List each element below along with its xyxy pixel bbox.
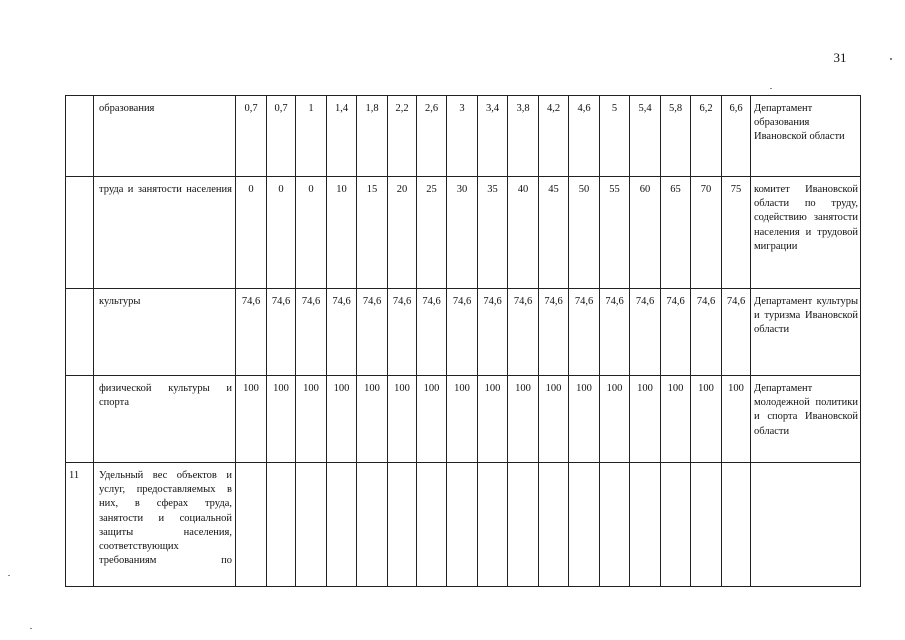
year-value <box>417 463 447 587</box>
year-value: 0 <box>296 177 327 289</box>
row-number <box>66 96 94 177</box>
year-value: 100 <box>417 376 447 463</box>
year-value: 100 <box>630 376 661 463</box>
year-value: 0,7 <box>236 96 267 177</box>
year-value <box>508 463 539 587</box>
page-number: 31 <box>833 50 847 65</box>
year-value: 0 <box>267 177 296 289</box>
year-value: 74,6 <box>447 289 478 376</box>
year-value: 100 <box>267 376 296 463</box>
scan-artifact-dot <box>8 575 10 576</box>
indicator-name: культуры <box>94 289 236 376</box>
year-value <box>327 463 357 587</box>
year-value: 30 <box>447 177 478 289</box>
year-value: 74,6 <box>722 289 751 376</box>
year-value <box>569 463 600 587</box>
year-value: 74,6 <box>388 289 417 376</box>
year-value <box>600 463 630 587</box>
year-value: 74,6 <box>691 289 722 376</box>
year-value: 100 <box>357 376 388 463</box>
responsible-department: Департамент образования Ивановской области <box>751 96 861 177</box>
year-value <box>630 463 661 587</box>
year-value <box>539 463 569 587</box>
year-value <box>236 463 267 587</box>
year-value: 2,6 <box>417 96 447 177</box>
year-value: 5,8 <box>661 96 691 177</box>
table-row <box>66 463 861 587</box>
year-value <box>267 463 296 587</box>
year-value: 100 <box>508 376 539 463</box>
responsible-department: Департамент молодежной политики и спорта Ивановской области <box>751 376 861 463</box>
year-value: 100 <box>327 376 357 463</box>
year-value: 4,6 <box>569 96 600 177</box>
year-value: 100 <box>722 376 751 463</box>
year-value: 25 <box>417 177 447 289</box>
scan-artifact-dot <box>890 58 892 60</box>
year-value: 1,8 <box>357 96 388 177</box>
year-value: 70 <box>691 177 722 289</box>
year-value <box>722 463 751 587</box>
year-value: 74,6 <box>327 289 357 376</box>
year-value: 74,6 <box>600 289 630 376</box>
year-value: 3,8 <box>508 96 539 177</box>
year-value: 74,6 <box>539 289 569 376</box>
year-value: 100 <box>296 376 327 463</box>
year-value: 10 <box>327 177 357 289</box>
year-value: 65 <box>661 177 691 289</box>
year-value: 2,2 <box>388 96 417 177</box>
responsible-department: Департамент культуры и туризма Ивановской области <box>751 289 861 376</box>
table-row <box>66 177 861 289</box>
year-value: 74,6 <box>569 289 600 376</box>
year-value <box>447 463 478 587</box>
year-value: 55 <box>600 177 630 289</box>
year-value: 15 <box>357 177 388 289</box>
year-value: 74,6 <box>508 289 539 376</box>
indicator-name: труда и занятости населения <box>94 177 236 289</box>
year-value: 75 <box>722 177 751 289</box>
responsible-department: комитет Ивановской области по труду, содействию занятости населения и трудовой миграции <box>751 177 861 289</box>
year-value: 0,7 <box>267 96 296 177</box>
row-number <box>66 376 94 463</box>
year-value: 100 <box>600 376 630 463</box>
row-number: 11 <box>66 463 94 587</box>
year-value <box>661 463 691 587</box>
year-value: 100 <box>447 376 478 463</box>
year-value: 4,2 <box>539 96 569 177</box>
year-value: 74,6 <box>236 289 267 376</box>
year-value: 74,6 <box>661 289 691 376</box>
year-value: 100 <box>661 376 691 463</box>
year-value <box>296 463 327 587</box>
year-value: 5,4 <box>630 96 661 177</box>
year-value: 100 <box>539 376 569 463</box>
table-row <box>66 96 861 177</box>
year-value: 6,6 <box>722 96 751 177</box>
year-value: 100 <box>236 376 267 463</box>
table-row <box>66 376 861 463</box>
indicator-name: физической культуры и спорта <box>94 376 236 463</box>
indicator-name: Удельный вес объектов и услуг, предоставляемых в них, в сферах труда, занятости и социальной защиты населения, соответствующих требованиям по <box>94 463 236 587</box>
year-value: 50 <box>569 177 600 289</box>
year-value: 45 <box>539 177 569 289</box>
year-value: 40 <box>508 177 539 289</box>
year-value: 1 <box>296 96 327 177</box>
year-value: 74,6 <box>357 289 388 376</box>
year-value: 60 <box>630 177 661 289</box>
year-value: 74,6 <box>296 289 327 376</box>
row-number <box>66 289 94 376</box>
year-value <box>478 463 508 587</box>
year-value: 1,4 <box>327 96 357 177</box>
year-value: 35 <box>478 177 508 289</box>
indicator-table <box>65 95 861 587</box>
year-value: 100 <box>569 376 600 463</box>
year-value: 74,6 <box>267 289 296 376</box>
year-value <box>388 463 417 587</box>
year-value: 74,6 <box>478 289 508 376</box>
year-value: 100 <box>388 376 417 463</box>
year-value <box>357 463 388 587</box>
year-value: 74,6 <box>417 289 447 376</box>
year-value <box>691 463 722 587</box>
responsible-department <box>751 463 861 587</box>
year-value: 3 <box>447 96 478 177</box>
year-value: 74,6 <box>630 289 661 376</box>
year-value: 0 <box>236 177 267 289</box>
year-value: 6,2 <box>691 96 722 177</box>
table-row <box>66 289 861 376</box>
scan-artifact-dot <box>770 88 772 89</box>
year-value: 100 <box>478 376 508 463</box>
year-value: 100 <box>691 376 722 463</box>
year-value: 20 <box>388 177 417 289</box>
indicator-name: образования <box>94 96 236 177</box>
year-value: 3,4 <box>478 96 508 177</box>
row-number <box>66 177 94 289</box>
scan-artifact-dot <box>30 628 32 629</box>
year-value: 5 <box>600 96 630 177</box>
